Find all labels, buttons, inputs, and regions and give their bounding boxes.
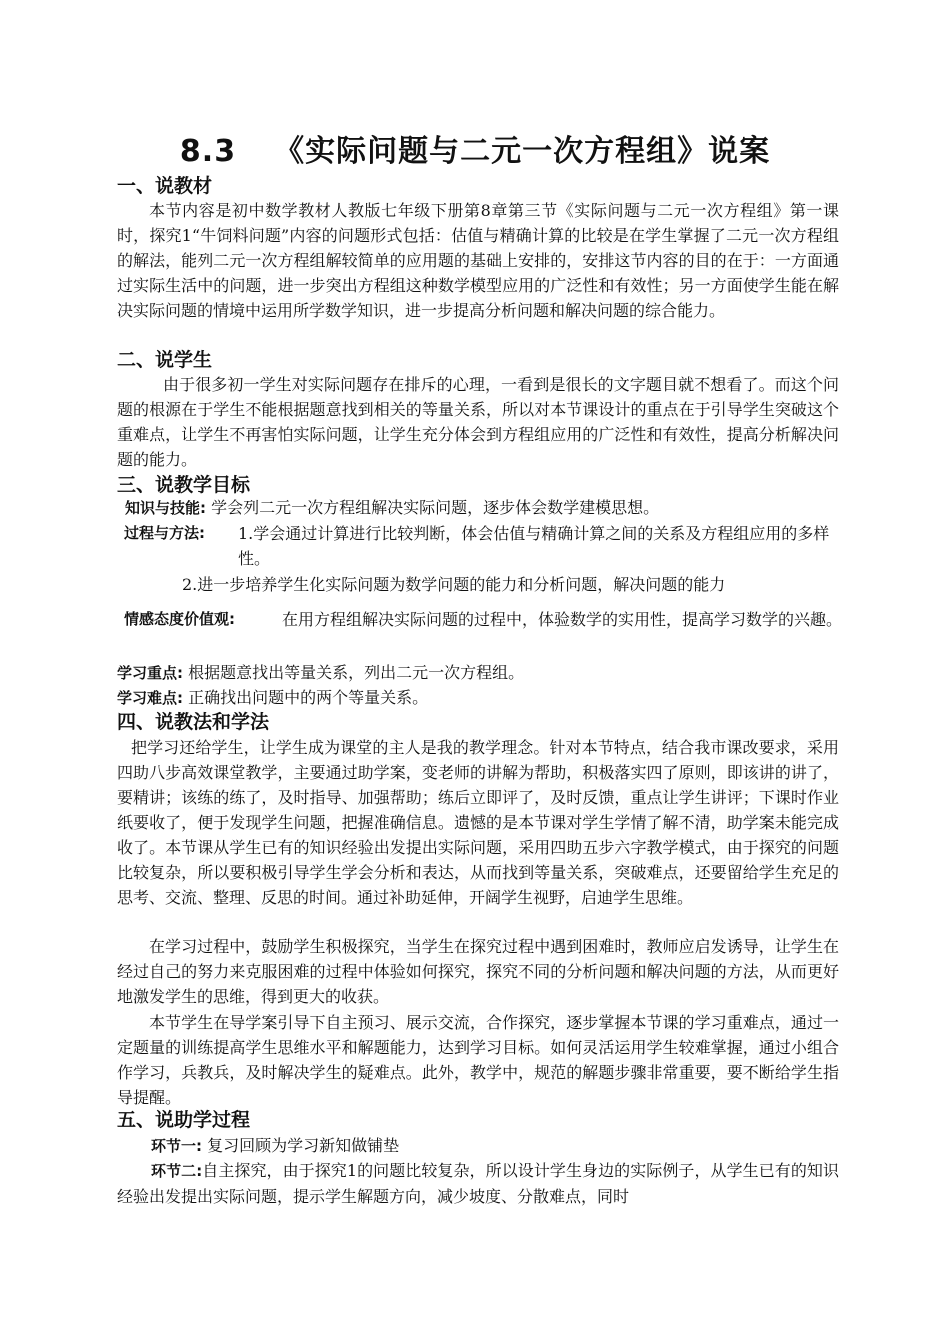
difficulty-row [117, 685, 428, 711]
goal-emotion-label: 情感态度价值观: [124, 610, 235, 628]
goal-knowledge-row [125, 495, 659, 521]
step-2-label: 环节二: [151, 1162, 203, 1180]
key-point-text: 根据题意找出等量关系，列出二元一次方程组。 [188, 663, 525, 682]
goal-process-label: 过程与方法: [124, 524, 205, 542]
step-1-row [151, 1133, 399, 1159]
page-title [0, 132, 950, 172]
step-2-paragraph [117, 1158, 839, 1209]
goal-knowledge-text: 学会列二元一次方程组解决实际问题，逐步体会数学建模思想。 [211, 498, 660, 517]
difficulty-label: 学习难点: [117, 689, 183, 707]
key-point-row [117, 660, 524, 686]
methods-paragraph-3: 本节学生在导学案引导下自主预习、展示交流，合作探究，逐步掌握本节课的学习重难点，通过一定题量的训练提高学生思维水平和解题能力，达到学习目标。如何灵活运用学生较难掌握，通过小组合作学习，兵教兵，及时解决学生的疑难点。此外，教学中，规范的解题步骤非常重要，要不断给学生指导提醒。 [117, 1013, 839, 1107]
methods-paragraph-2: 在学习过程中，鼓励学生积极探究，当学生在探究过程中遇到困难时，教师应启发诱导，让学生在经过自己的努力来克服困难的过程中体验如何探究，探究不同的分析问题和解决问题的方法，从而更好地激发学生的思维，得到更大的收获。 [117, 937, 839, 1006]
section-heading-students: 二、说学生 [117, 349, 213, 371]
key-point-label: 学习重点: [117, 664, 183, 682]
goal-knowledge-label: 知识与技能: [125, 499, 206, 517]
title-text: 《实际问题与二元一次方程组》说案 [274, 134, 771, 169]
section-heading-goals: 三、说教学目标 [117, 474, 251, 496]
goal-emotion-text: 在用方程组解决实际问题的过程中，体验数学的实用性，提高学习数学的兴趣。 [282, 610, 843, 629]
section-paragraph-textbook: 本节内容是初中数学教材人教版七年级下册第8章第三节《实际问题与二元一次方程组》第一课时，探究1“牛饲料问题”内容的问题形式包括：估值与精确计算的比较是在学生掌握了二元一次方程组的解法，能列二元一次方程组解较简单的应用题的基础上安排的，安排这节内容的目的在于：一方面通过实际生活中的问题，进一步突出方程组这种数学模型应用的广泛性和有效性；另一方面使学生能在解决实际问题的情境中运用所学数学知识，进一步提高分析问题和解决问题的综合能力。 [117, 201, 839, 320]
difficulty-text: 正确找出问题中的两个等量关系。 [188, 688, 429, 707]
step-2-text: 自主探究，由于探究1的问题比较复杂，所以设计学生身边的实际例子，从学生已有的知识经验出发提出实际问题，提示学生解题方向，减少坡度、分散难点，同时 [117, 1161, 840, 1206]
goal-process-item-1: 1.学会通过计算进行比较判断，体会估值与精确计算之间的关系及方程组应用的多样性。 [238, 524, 830, 568]
goal-process-item-2: 2.进一步培养学生化实际问题为数学问题的能力和分析问题，解决问题的能力 [182, 575, 726, 594]
title-section-number: 8.3 [179, 134, 237, 169]
step-1-text: 复习回顾为学习新知做铺垫 [207, 1136, 400, 1155]
section-heading-process: 五、说助学过程 [117, 1109, 251, 1131]
section-heading-textbook: 一、说教材 [117, 175, 213, 197]
section-paragraph-students: 由于很多初一学生对实际问题存在排斥的心理，一看到是很长的文字题目就不想看了。而这个问题的根源在于学生不能根据题意找到相关的等量关系，所以对本节课设计的重点在于引导学生突破这个重难点，让学生不再害怕实际问题，让学生充分体会到方程组应用的广泛性和有效性，提高分析解决问题的能力。 [117, 375, 839, 469]
section-heading-methods: 四、说教法和学法 [117, 711, 270, 733]
step-1-label: 环节一: [151, 1137, 202, 1155]
methods-paragraph-1: 把学习还给学生，让学生成为课堂的主人是我的教学理念。针对本节特点，结合我市课改要求，采用四助八步高效课堂教学，主要通过助学案，变老师的讲解为帮助，积极落实四了原则，即该讲的讲了，要精讲；该练的练了，及时指导、加强帮助；练后立即评了，及时反馈，重点让学生讲评；下课时作业纸要收了，便于发现学生问题，把握准确信息。遗憾的是本节课对学生学情了解不清，助学案未能完成收了。本节课从学生已有的知识经验出发提出实际问题，采用四助五步六字教学模式，由于探究的问题比较复杂，所以要积极引导学生学会分析和表达，从而找到等量关系，突破难点，还要留给学生充足的思考、交流、整理、反思的时间。通过补助延伸，开阔学生视野，启迪学生思维。 [117, 738, 839, 907]
